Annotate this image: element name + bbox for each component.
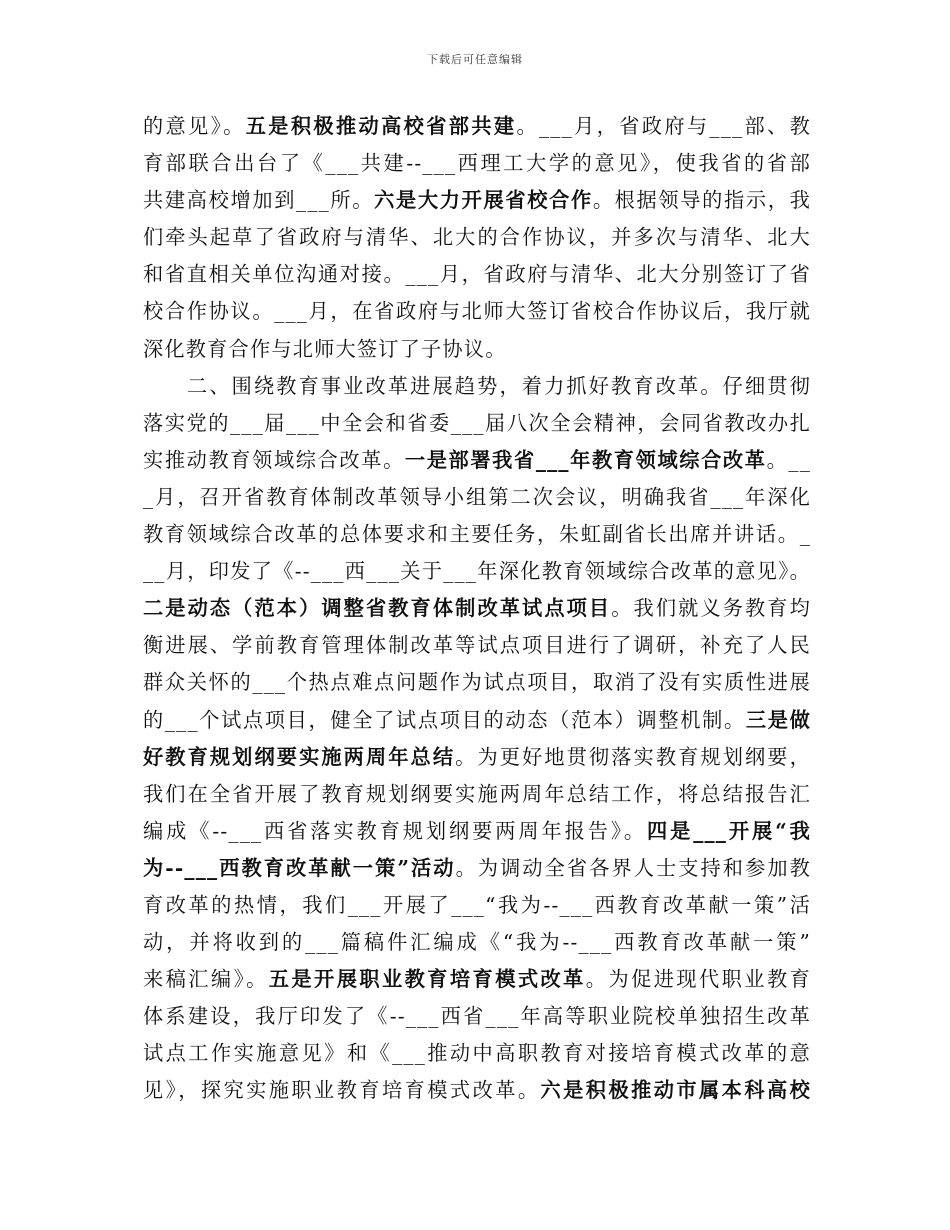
text-run: 。根据领导的指示，我 [592,188,811,213]
text-run-bold: 好教育规划纲要实施两周年总结 [143,744,456,769]
text-line [143,479,811,516]
text-run: 。为促进现代职业教育 [585,967,811,992]
text-run: 。为更好地贯彻落实教育规划纲要， [455,744,811,769]
text-run-bold: 一是部署我省___年教育领域综合改革 [404,447,767,472]
text-line [143,1035,811,1072]
text-run-bold: 为--___西教育改革献一策”活动 [143,855,456,880]
text-run: 群众关怀的___个热点难点问题作为试点项目，取消了没有实质性进展 [143,670,811,695]
text-run: _月，召开省教育体制改革领导小组第二次会议，明确我省___年深化 [143,484,811,509]
text-run-bold: 六是积极推动市属本科高校 [540,1078,811,1103]
text-line [143,405,811,442]
text-run: 校合作协议。___月，在省政府与北师大签订省校合作协议后，我厅就 [143,299,811,324]
text-run: 共建高校增加到___所。 [143,188,375,213]
text-run: 育部联合出台了《___共建--___西理工大学的意见》，使我省的省部 [143,151,811,176]
text-line [143,108,811,145]
text-run-bold: 四是___开展“我 [646,818,811,843]
text-run: 和省直相关单位沟通对接。___月，省政府与清华、北大分别签订了省 [143,262,811,287]
text-line [143,293,811,330]
text-run: 二、围绕教育事业改革进展趋势，着力抓好教育改革。仔细贯彻 [187,373,811,398]
text-line [143,182,811,219]
text-run: 见》，探究实施职业教育培育模式改革。 [143,1078,541,1103]
text-run: 育改革的热情，我们___开展了___“我为--___西教育改革献一策”活 [143,892,811,917]
text-line [143,664,811,701]
text-line [143,702,811,739]
text-run-bold: 二是动态（范本）调整省教育体制改革试点项目 [143,596,612,621]
document-body [143,108,811,1110]
text-run: 。我们就义务教育均 [611,596,811,621]
text-run: 来稿汇编》。 [143,967,269,992]
text-line [143,850,811,887]
text-run: 。__ [766,447,811,472]
text-run: 。___月，省政府与___部、教 [516,114,812,138]
paragraph-first-line [143,368,811,405]
text-run: 深化教育合作与北师大签订了子协议。 [143,336,507,361]
text-line [143,1072,811,1109]
text-run: 实推动教育领域综合改革。 [143,447,405,472]
text-line [143,887,811,924]
text-run: 体系建设，我厅印发了《--___西省___年高等职业院校单独招生改革 [143,1004,811,1029]
text-line [143,627,811,664]
text-run: 落实党的___届___中全会和省委___届八次全会精神，会同省教改办扎 [143,410,811,435]
page-header: 下载后可任意编辑 [427,53,523,66]
text-run-bold: 五是积极推动高校省部共建 [245,114,517,138]
text-run-bold: 六是大力开展省校合作 [374,188,593,213]
text-run: 们牵头起草了省政府与清华、北大的合作协议，并多次与清华、北大 [143,225,811,250]
text-line [143,776,811,813]
text-line [143,813,811,850]
text-line [143,924,811,961]
text-run: __月，印发了《--___西___关于___年深化教育领域综合改革的意见》。 [143,559,811,584]
text-run: 。为调动全省各界人士支持和参加教 [455,855,811,880]
text-line [143,256,811,293]
text-run-bold: 五是开展职业教育培育模式改革 [268,967,586,992]
text-run: 衡进展、学前教育管理体制改革等试点项目进行了调研，补充了人民 [143,633,811,658]
text-line [143,331,811,368]
text-run: 的意见》。 [143,114,246,138]
text-line [143,961,811,998]
text-run: 教育领域综合改革的总体要求和主要任务，朱虹副省长出席并讲话。_ [143,522,811,547]
text-line [143,590,811,627]
text-run-bold: 三是做 [745,707,811,732]
text-line [143,145,811,182]
text-run: 动，并将收到的___篇稿件汇编成《“我为--___西教育改革献一策” [143,930,811,955]
text-line [143,553,811,590]
text-run: 我们在全省开展了教育规划纲要实施两周年总结工作，将总结报告汇 [143,781,811,806]
text-line [143,516,811,553]
text-run: 的___个试点项目，健全了试点项目的动态（范本）调整机制。 [143,707,746,732]
text-line [143,998,811,1035]
text-line [143,442,811,479]
text-run: 编成《--___西省落实教育规划纲要两周年报告》。 [143,818,647,843]
text-run: 试点工作实施意见》和《___推动中高职教育对接培育模式改革的意 [143,1041,811,1066]
text-line [143,739,811,776]
text-line [143,219,811,256]
